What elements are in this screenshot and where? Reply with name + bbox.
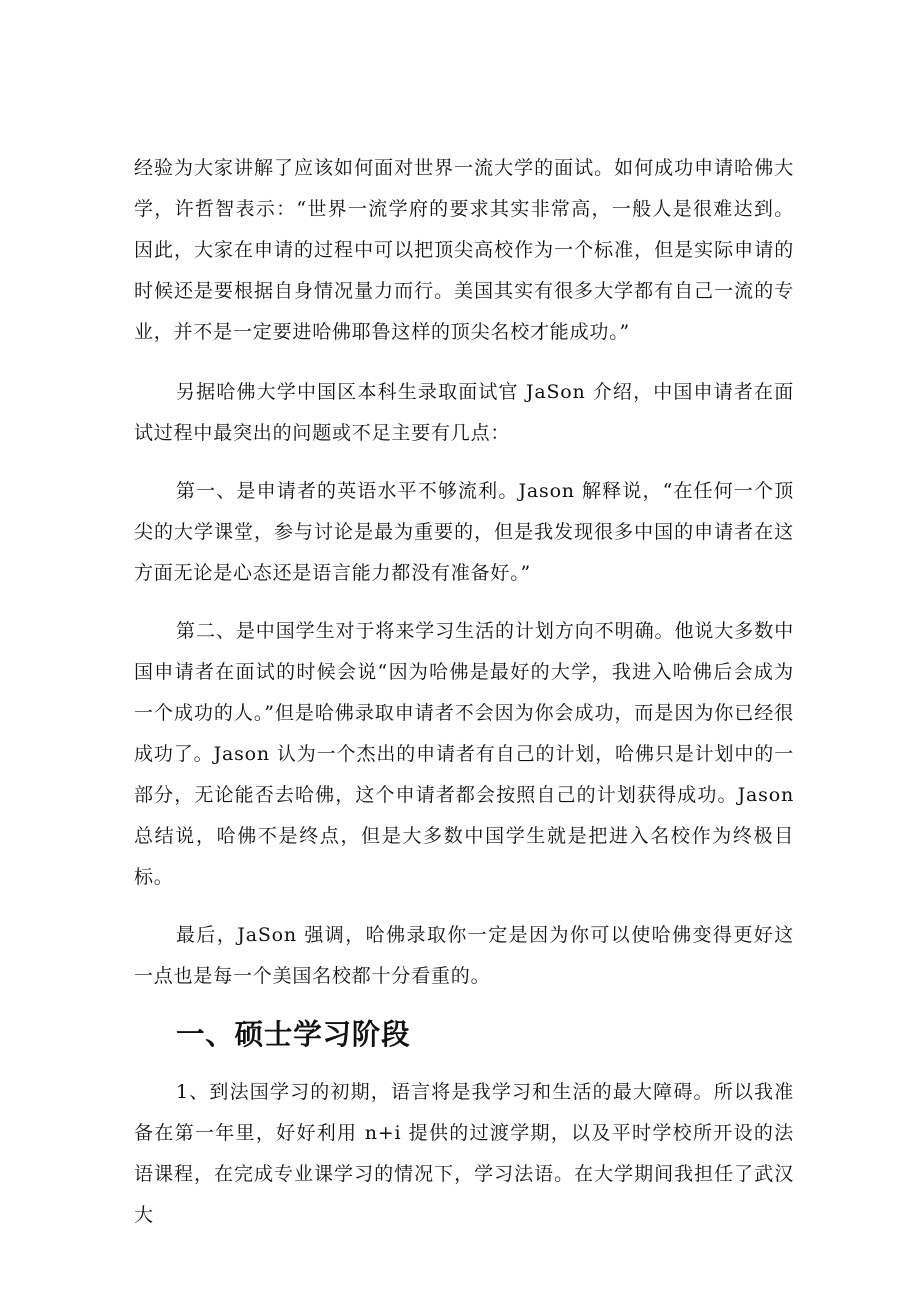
document-body (134, 148, 794, 1236)
paragraph-point-two: 第二、是中国学生对于将来学习生活的计划方向不明确。他说大多数中国申请者在面试的时候会说“因为哈佛是最好的大学，我进入哈佛后会成为一个成功的人。”但是哈佛录取申请者不会因为你会成功，而是因为你已经很成功了。Jason 认为一个杰出的申请者有自己的计划，哈佛只是计划中的一部分，无论能否去哈佛，这个申请者都会按照自己的计划获得成功。Jason 总结说，哈佛不是终点，但是大多数中国学生就是把进入名校作为终极目标。 (134, 620, 794, 888)
paragraph-interviewer-intro: 另据哈佛大学中国区本科生录取面试官 JaSon 介绍，中国申请者在面试过程中最突出的问题或不足主要有几点： (134, 381, 794, 444)
paragraph-conclusion: 最后，JaSon 强调，哈佛录取你一定是因为你可以使哈佛变得更好这一点也是每一个美国名校都十分看重的。 (134, 924, 794, 987)
section-heading: 一、硕士学习阶段 (176, 1017, 411, 1051)
paragraph-continuation: 经验为大家讲解了应该如何面对世界一流大学的面试。如何成功申请哈佛大学，许哲智表示：“世界一流学府的要求其实非常高，一般人是很难达到。因此，大家在申请的过程中可以把顶尖高校作为一个标准，但是实际申请的时候还是要根据自身情况量力而行。美国其实有很多大学都有自己一流的专业，并不是一定要进哈佛耶鲁这样的顶尖名校才能成功。” (134, 157, 794, 343)
paragraph-section-one: 1、到法国学习的初期，语言将是我学习和生活的最大障碍。所以我准备在第一年里，好好利用 n+i 提供的过渡学期，以及平时学校所开设的法语课程，在完成专业课学习的情况下，学习法语。在大学期间我担任了武汉大 (134, 1081, 794, 1226)
paragraph-point-one: 第一、是申请者的英语水平不够流利。Jason 解释说，“在任何一个顶尖的大学课堂，参与讨论是最为重要的，但是我发现很多中国的申请者在这方面无论是心态还是语言能力都没有准备好。” (134, 480, 794, 584)
